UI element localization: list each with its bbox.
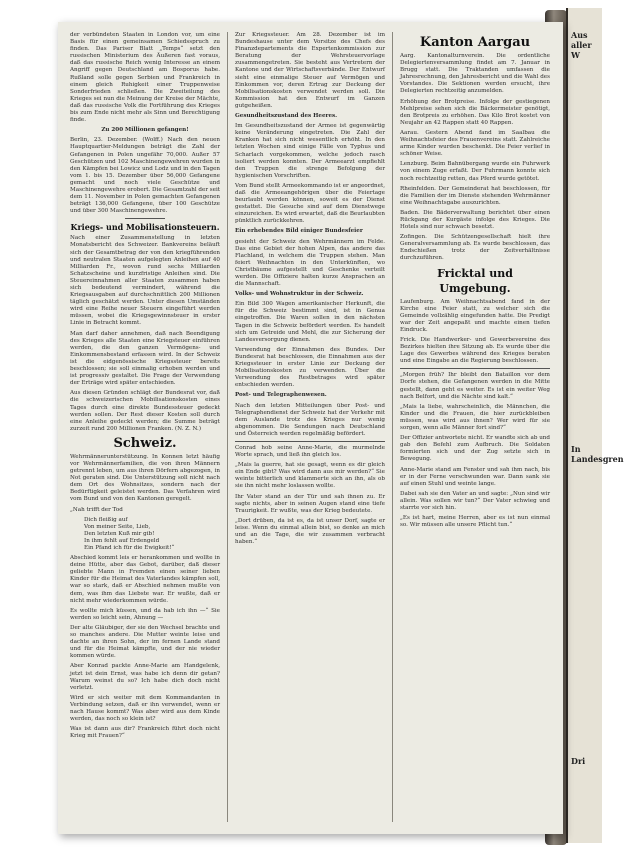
- story-paragraph: Dabei sah sie den Vater an und sagte: „Nun sind wir allein. Was sollen wir tun?“ Der Vater schwieg und starrte vor sich hin.: [400, 490, 550, 511]
- poem-line: Von meiner Seite, Lieb,: [84, 523, 151, 530]
- article-paragraph: Ein Bild 300 Wagen amerikanischer Herkunft, die für die Schweiz bestimmt sind, ist in Genua eingetroffen. Die Waren sollen in den nächsten Tagen in die Schweiz befördert werden. Es handelt sich um Getreide und Mehl, die zur Sicherung der Landesversorgung dienen.: [235, 301, 385, 343]
- article-subheading: Volks- und Wohnstruktur in der Schweiz.: [235, 291, 364, 298]
- story-paragraph: „Dort drüben, da ist es, da ist unser Dorf, sagte er leise. Wenn du einmal allein bist, so denke an mich und an die Tage, die wir zusammen verbracht haben.“: [235, 517, 385, 546]
- article-subheading: Gesundheitszustand des Heeres.: [235, 113, 338, 120]
- divider: [235, 441, 385, 442]
- article-paragraph: „Nah trifft der Tod: [70, 506, 123, 513]
- article-paragraph: Abschied kommt leis er herankommen und wollte in deine Hütte, aber das Gebot, darüber, daß dieser geliebte Mann in Fremden einen seiner lieben Kinder für die Heimat des Vaterlandes kämpfen soll, war so stark, daß er Abschied nehmen mußte von dem, was ihm das Liebste war. Er wußte, daß er nicht mehr wiederkommen würde.: [70, 555, 220, 604]
- article-paragraph: Erhöhung der Brotpreise. Infolge der gestiegenen Mehlpreise sehen sich die Bäckermeister genötigt, den Brotpreis zu erhöhen. Das Kilo Brot kostet von Neujahr an 42 Rappen statt 40 Rappen.: [400, 98, 550, 126]
- article-subheading: Ein erhebendes Bild einiger Bundesfeier: [235, 228, 363, 235]
- article-paragraph: Zur Kriegssteuer. Am 28. Dezember ist im Bundeshause unter dem Vorsitze des Chefs des Finanzdepartements die Expertenkommission zur Beratung der Wehrsteuervorlage zusammengetreten. Sie besteht aus Vertretern der Kantone und der Wirtschaftsverbände. Der Entwurf sieht eine einmalige Steuer auf Vermögen und Einkommen vor, deren Ertrag zur Deckung der Mobilisationskosten verwendet werden soll. Die Kommission hat den Entwurf im Ganzen gutgeheißen.: [235, 32, 385, 109]
- article-subheading: Post- und Telegraphenwesen.: [235, 392, 327, 399]
- story-paragraph: „Es ist hart, meine Herren, aber es ist nun einmal so. Wir müssen alle unsere Pflicht tun.“: [400, 515, 550, 529]
- poem-line: Dich fleißig auf: [84, 516, 128, 523]
- article-paragraph: Aarau. Gestern Abend fand im Saalbau die Weihnachtsfeier des Frauenvereins statt. Zahlreiche arme Kinder wurden beschenkt. Die Feier verlief in schöner Weise.: [400, 129, 550, 158]
- section-heading-kanton-aargau: Kanton Aargau: [419, 35, 531, 50]
- article-paragraph: Aus diesen Gründen schlägt der Bundesrat vor, daß die schweizerischen Mobilisationskosten eines Tages durch eine direkte Bundessteuer gedeckt werden sollen. Der Rest dieser Kosten soll durch eine Anleihe gedeckt werden; die Summe beträgt zurzeit rund 200 Millionen Franken. (N. Z. N.): [70, 390, 220, 432]
- article-paragraph: Verwendung der Einnahmen des Bundes. Der Bundesrat hat beschlossen, die Einnahmen aus der Kriegssteuer in erster Linie zur Deckung der Mobilisationskosten zu verwenden. Über die Verwendung des Restbetrages wird später entschieden werden.: [235, 346, 385, 389]
- article-paragraph: Wird er sich weiter mit dem Kommandanten in Verbindung setzen, daß er ihn verwendet, wenn er nach Hause kommt? Was aber wird aus dem Kinde werden, das noch so klein ist?: [70, 694, 220, 723]
- column-rule: [227, 32, 228, 822]
- story-paragraph: Der Offizier antwortete nicht. Er wandte sich ab und gab den Befehl zum Aufbruch. Die Soldaten formierten sich und der Zug setzte sich in Bewegung.: [400, 435, 550, 463]
- article-paragraph: Was ist dann aus dir? Frankreich führt doch nicht Krieg mit Frauen?“: [70, 726, 220, 740]
- article-paragraph: Nach den letzten Mitteilungen über Post- und Telegraphendienst der Schweiz hat der Verkehr mit dem Auslande trotz des Krieges nur wenig abgenommen. Die Sendungen nach Deutschland und Österreich werden regelmäßig befördert.: [235, 402, 385, 437]
- adjacent-page-heading-3: Dri: [571, 756, 586, 766]
- divider: [400, 368, 550, 369]
- story-paragraph: Anne-Marie stand am Fenster und sah ihm nach, bis er in der Ferne verschwunden war. Dann sank sie auf einen Stuhl und weinte lange.: [400, 466, 550, 487]
- article-paragraph: Aarg. Kantonalturnverein. Die ordentliche Delegiertenversammlung findet am 7. Januar in Brugg statt. Die Traktanden umfassen die Jahresrechnung, den Jahresbericht und die Wahl des Vorstandes. Die Sektionen werden ersucht, ihre Delegierten rechtzeitig anzumelden.: [400, 53, 550, 95]
- poem-line: Den letzten Kuß mir gib!: [84, 530, 155, 537]
- section-heading-schweiz: Schweiz.: [113, 435, 177, 451]
- article-paragraph: Im Gesundheitszustand der Armee ist gegenwärtig keine Veränderung eingetreten. Die Zahl der Kranken hat sich nicht wesentlich erhöht. In den letzten Wochen sind einige Fälle von Typhus und Scharlach vorgekommen, welche jedoch rasch isoliert werden konnten. Der Armeearzt empfiehlt den Truppen die strenge Befolgung der hygienischen Vorschriften.: [235, 123, 385, 179]
- article-subheading: Zu 200 Millionen gefangen!: [101, 127, 189, 134]
- adjacent-page-edge: [566, 8, 624, 843]
- poem: [70, 517, 220, 552]
- adjacent-page-heading-1: Aus aller W: [571, 30, 592, 60]
- article-paragraph: Lenzburg. Beim Bahnübergang wurde ein Fuhrwerk von einem Zuge erfaßt. Der Fuhrmann konnte sich noch rechtzeitig retten, das Pferd wurde getötet.: [400, 161, 550, 182]
- article-paragraph: Berlin, 23. Dezember. (Wolff.) Nach den neuen Hauptquartier-Meldungen beträgt die Zahl der Gefangenen in Polen ungefähr 70,000. Außer 57 Geschützen und 102 Maschinengewehren wurden in den Kämpfen bei Lowicz und Lodz und in den Tagen vom 1. bis 15. Dezember über 56,000 Gefangene gemacht und noch viele Geschütze und Maschinengewehre erobert. Die Gesamtzahl der seit dem 11. November in Polen gemachten Gefangenen beträgt 136,000 Gefangene, über 100 Geschütze und über 300 Maschinengewehre.: [70, 137, 220, 215]
- newspaper-page: [58, 22, 563, 834]
- poem-line: Ein Pfand ich für die Ewigkeit!“: [84, 545, 175, 551]
- article-paragraph: Es wollte mich küssen, und da hab ich ihn —“ Sie werden so leicht sein, Ahnung —: [70, 607, 220, 621]
- article-paragraph: Rheinfelden. Der Gemeinderat hat beschlossen, für die Familien der im Dienste stehenden Wehrmänner eine Weihnachtsgabe auszurichten.: [400, 185, 550, 206]
- story-paragraph: „Morgen früh? Ihr bleibt den Bataillon vor dem Dorfe stehen, die Gefangenen werden in die Mitte gestellt, dann geht es weiter. Es ist ein weiter Weg nach Belfort, und die Nächte sind kalt.“: [400, 372, 550, 400]
- column-3: [400, 32, 550, 832]
- section-heading-fricktal: Fricktal und Umgebung.: [437, 266, 513, 295]
- article-paragraph: Wehrmännerunterstützung. In Konnen letzt häufig vor Wehrmännerfamilien, die von ihren Männern getrennt leben, um aus ihren Dörfern abgezogen, in Not geraten sind. Die Unterstützung soll nicht nach dem Ort des Wohnsitzes, sondern nach der Bedürftigkeit geleistet werden. Das Verfahren wird vom Bund und von den Kantonen geregelt.: [70, 453, 220, 503]
- story-paragraph: Ihr Vater stand an der Tür und sah ihnen zu. Er sagte nichts, aber in seinen Augen stand eine tiefe Traurigkeit. Er wußte, was der Krieg bedeutete.: [235, 493, 385, 514]
- section-heading-kriegsteuern: Kriegs- und Mobilisationsteuern.: [70, 222, 220, 233]
- article-paragraph: Baden. Die Bäderverwaltung berichtet über einen Rückgang der Kurgäste infolge des Krieges. Die Hotels sind nur schwach besetzt.: [400, 209, 550, 231]
- article-paragraph: Frick. Die Handwerker- und Gewerbevereine des Bezirkes hielten ihre Sitzung ab. Es wurde über die Lage des Gewerbes während des Krieges beraten und eine Eingabe an die Regierung beschlossen.: [400, 337, 550, 365]
- divider: [125, 218, 165, 219]
- adjacent-page-heading-2: In Landesgren: [571, 444, 624, 464]
- article-paragraph: Vom Bund stellt Armeekommando ist er angeordnet, daß die Armeeangehörigen über die Feiertage beurlaubt werden können, soweit es der Dienst gestattet. Die Gesuche sind auf dem Dienstwege einzureichen. Es wird erwartet, daß die Beurlaubten pünktlich zurückkehren.: [235, 182, 385, 225]
- column-2: [235, 32, 385, 832]
- article-paragraph: gesieht der Schweiz den Wehrmännern im Felde. Das eine Gebiet der hohen Alpen, das andere das Flachland, in welchem die Truppen stehen. Man feiert Weihnachten in den Unterkünften, wo Christbäume aufgestellt und Geschenke verteilt werden. Die Offiziere halten kurze Ansprachen an die Mannschaft.: [235, 238, 385, 288]
- story-paragraph: „Mais la liebe, wahrscheinlich, die Männchen, die Kinder und die Frauen, die hier zurückbleiben müssen, was wird aus ihnen? Wer wird für sie sorgen, wenn alle Männer fort sind?“: [400, 403, 550, 432]
- article-paragraph: Aber Konrad packte Anne-Marie am Handgelenk, jetzt ist dein Ernst, was habe ich denn dir getan? Warum weinst du so? Ich habe dich doch nicht verletzt.: [70, 663, 220, 691]
- story-paragraph: „Mais la guerre, hat sie gesagt, wenn es dir gleich ein Ende gibt? Was wird dann aus mir werden?“ Sie weinte bitterlich und klammerte sich an ihn, als ob sie ihn nicht mehr loslassen wollte.: [235, 462, 385, 490]
- article-paragraph: der verbündeten Staaten in London vor, um eine Basis für einen gemeinsamen Schiedsspruch zu finden. Das Pariser Blatt „Temps“ setzt den russischen Ministerium des Äußeren fast voraus, daß das russische Reich wenig Interesse an einem Angriff gegen Deutschland am Bosporus habe. Rußland solle gegen Serbien und Frankreich in einem gleich Ruhigkeit einer Truppenweise Sonderfrieden schließen. Die Zweiteilung des Krieges sei nun die Meinung der Kreise der Mächte, daß das russische Volk die Fortführung des Krieges bis zum Ende nicht mehr als Sinn und Berechtigung finde.: [70, 32, 220, 124]
- story-paragraph: Conrad hob seine Anne-Marie, die murmelnde Worte sprach, und ließ ihn gleich los.: [235, 444, 385, 459]
- article-paragraph: Zofingen. Die Schützengesellschaft hielt ihre Generalversammlung ab. Es wurde beschlossen, das Endschießen trotz der Zeitverhältnisse durchzuführen.: [400, 234, 550, 262]
- article-paragraph: Man darf daher annehmen, daß nach Beendigung des Krieges alle Staaten eine Kriegsteuer einführen werden, die den ganzen Vermögens- und Einkommensbestand erfassen wird. In der Schweiz ist die eidgenössische Kriegssteuer bereits beschlossen; sie soll einmalig erhoben werden und ist progressiv gestaltet. Die Frage der Verwendung der Erträge wird später entschieden.: [70, 330, 220, 387]
- poem-line: In ihm fehlt auf Erdengeld: [84, 537, 160, 544]
- article-paragraph: Nach einer Zusammenstellung in letzten Monatsbericht des Schweizer. Bankvereins beläuft sich der Gesamtbetrag der von den kriegführenden und neutralen Staaten aufgelegten Anleihen auf 40 Milliarden Fr., wovon rund sechs Milliarden Schatzscheine und kurzfristige Anleihen sind. Die Steuereinnahmen aller Staaten zusammen haben sich bedeutend vermindert, während die Kriegsausgaben auf durchschnittlich 200 Millionen täglich geschätzt werden. Unter diesen Umständen wird eine Reihe neuer Steuern eingeführt werden müssen, wobei die Kriegsgewinnsteuer in erster Linie in Betracht kommt.: [70, 235, 220, 327]
- column-rule: [392, 32, 393, 822]
- article-paragraph: Der alte Gläubiger, der sie den Wechsel brachte und so manches andere. Die Mutter weinte leise und dachte an ihren Sohn, der im fernen Lande stand und für die Heimat kämpfte, und der nie wieder kommen würde.: [70, 624, 220, 660]
- column-1: [70, 32, 220, 832]
- article-paragraph: Laufenburg. Am Weihnachtsabend fand in der Kirche eine Feier statt, zu welcher sich die Gemeinde vollzählig eingefunden hatte. Die Predigt war der Zeit angepaßt und machte einen tiefen Eindruck.: [400, 298, 550, 333]
